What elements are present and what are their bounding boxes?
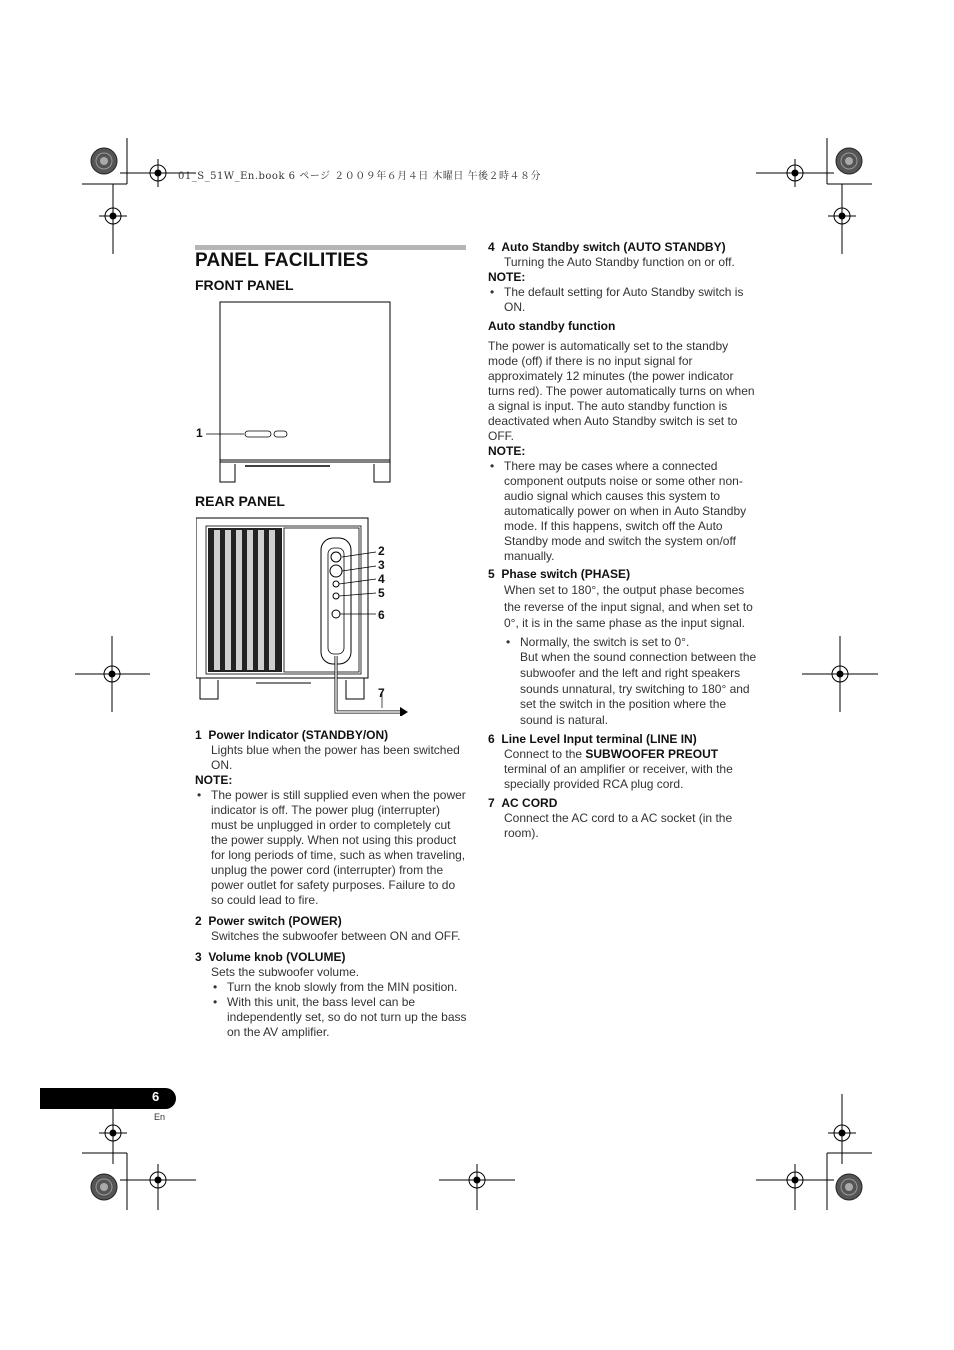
item-5-bullet: • Normally, the switch is set to 0°. But when the sound connection between the subwoofer and the left and right speakers sounds unnatural, try switching to 180° and set the switch in the position where the sound is natural. [504,635,758,729]
item-1-body: Lights blue when the power has been switched ON. [211,743,460,772]
item-5-body: When set to 180°, the output phase becomes the reverse of the input signal, and when set to 0°, it is in the same phase as the input signal. [504,583,753,630]
volume-knob-icon [330,565,342,577]
rear-panel-heading: REAR PANEL [195,493,285,509]
item-1-title: 1 Power Indicator (STANDBY/ON) [195,728,389,742]
auto-standby-switch-icon [333,581,339,587]
page-number: 6 [152,1089,160,1104]
power-switch-icon [331,552,341,562]
note-2-label: NOTE: [488,270,526,284]
heatsink-fins [208,528,282,672]
note-3-label: NOTE: [488,444,526,458]
ac-plug-icon [400,707,408,716]
item-3-body: Sets the subwoofer volume. [211,965,360,979]
power-indicator-icon [245,431,271,437]
rear-callout-4: 4 [378,572,385,586]
item-3-title: 3 Volume knob (VOLUME) [195,950,346,964]
note-1-bullet: • The power is still supplied even when the power indicator is off. The power plug (interrupter) must be unplugged in order to completely cut the power supply. When not using this product for long periods of time, such as when traveling, unplug the power cord (interrupter) from the power outlet for safety purposes. Failure to do so could lead to fire. [195,788,467,908]
item-7-body: Connect the AC cord to a AC socket (in the room). [504,810,733,840]
note-2-bullet: • The default setting for Auto Standby switch is ON. [488,285,758,315]
section-title: PANEL FACILITIES [195,250,369,271]
front-panel-illustration [190,298,410,488]
item-4-body: Turning the Auto Standby function on or off. [504,255,735,269]
item-3-bullet-2: • With this unit, the bass level can be independently set, so do not turn up the bass on the AV amplifier. [211,995,467,1040]
line-in-terminal-icon [332,610,340,618]
rear-callout-6: 6 [378,608,385,622]
phase-switch-icon [333,593,339,599]
rear-callout-2: 2 [378,544,385,558]
item-2-title: 2 Power switch (POWER) [195,914,342,928]
item-6-title: 6 Line Level Input terminal (LINE IN) [488,731,697,746]
note-3-bullet: • There may be cases where a connected component outputs noise or some other non-audio signal which causes this system to automatically power on when in Auto Standby mode. If this happens, switch off the Auto Standby mode and switch the system on/off manually. [488,459,758,564]
front-panel-heading: FRONT PANEL [195,277,294,293]
front-callout-1: 1 [196,426,203,440]
item-4-title: 4 Auto Standby switch (AUTO STANDBY) [488,240,726,254]
item-6-body: Connect to the SUBWOOFER PREOUT terminal of an amplifier or receiver, with the specially provided RCA plug cord. [504,746,733,791]
item-3-bullet-1: • Turn the knob slowly from the MIN position. [211,980,467,995]
item-7-title: 7 AC CORD [488,795,558,810]
print-header: 01_S_51W_En.book 6 ページ ２００９年６月４日 木曜日 午後２時４８分 [178,171,542,182]
note-1-label: NOTE: [195,773,233,787]
rear-callout-5: 5 [378,586,385,600]
item-5-title: 5 Phase switch (PHASE) [488,567,631,581]
auto-standby-body: The power is automatically set to the standby mode (off) if there is no input signal for approximately 12 minutes (the power indicator turns red). The power automatically turns on when a signal is input. The auto standby function is deactivated when Auto Standby switch is set to OFF. [488,339,755,443]
left-column [195,728,467,1040]
rear-callout-7: 7 [378,686,385,700]
right-column [488,240,758,841]
page-language: En [154,1112,166,1122]
item-2-body: Switches the subwoofer between ON and OFF. [211,929,461,943]
pioneer-logo-icon [274,431,287,437]
rear-callout-3: 3 [378,558,385,572]
auto-standby-heading: Auto standby function [488,319,616,333]
